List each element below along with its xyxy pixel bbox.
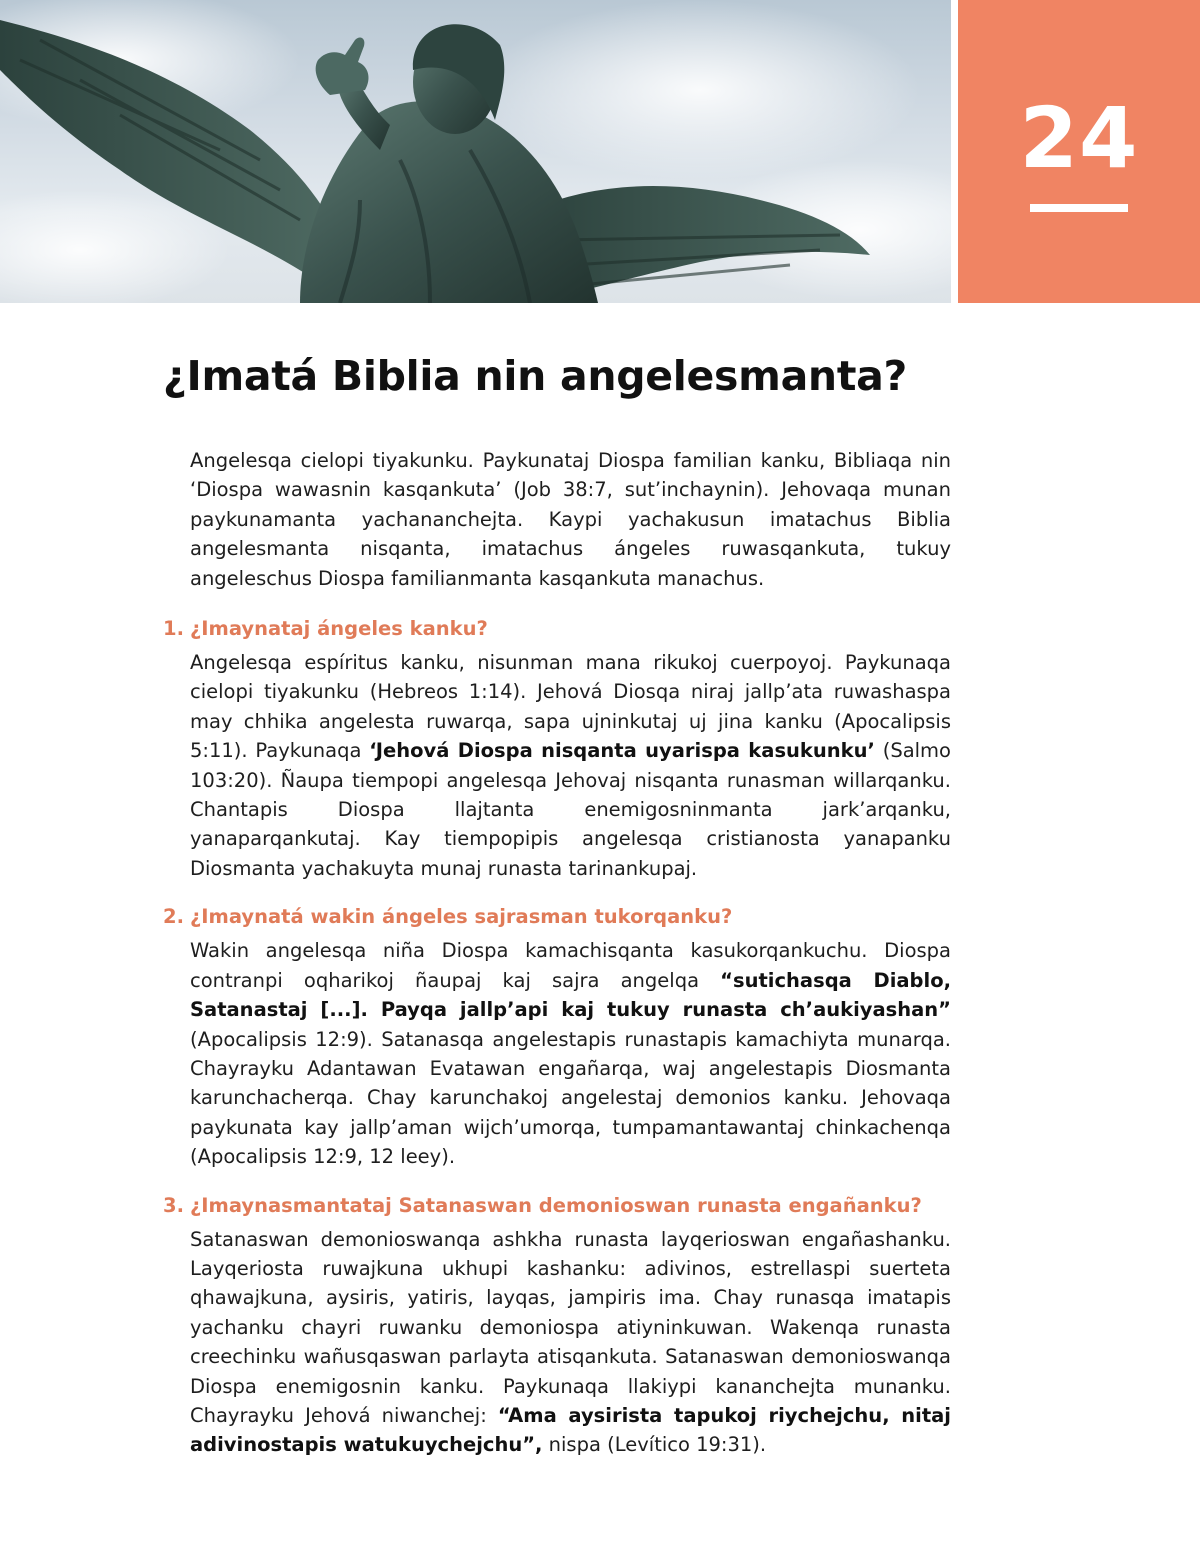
section-3	[163, 1192, 951, 1460]
section-number: 3.	[163, 1193, 184, 1217]
section-body	[190, 1225, 951, 1460]
body-text: nispa (Levítico 19:31).	[542, 1433, 767, 1457]
lesson-content	[163, 446, 951, 1480]
angel-statue-photo	[0, 0, 951, 303]
scripture-quote: ‘Jehová Diospa nisqanta uyarispa kasukunku’	[369, 739, 875, 763]
chapter-underline	[1030, 204, 1128, 212]
body-text: (Apocalipsis 12:9). Satanasqa angelestapis runastapis kamachiyta munarqa. Chayrayku Adantawan Evatawan engañarqa, waj angelestapis Diosmanta karunchacherqa. Chay karunchakoj angelestaj demonios kanku. Jehovaqa paykunata kay jallp’aman wijch’umorqa, tumpamantawantaj chinkachenqa (Apocalipsis 12:9, 12 leey).	[190, 1027, 951, 1169]
section-body	[190, 648, 951, 883]
intro-paragraph: Angelesqa cielopi tiyakunku. Paykunataj Diospa familian kanku, Bibliaqa nin ‘Diospa wawasnin kasqankuta’ (Job 38:7, sut’inchaynin). Jehovaqa munan paykunamanta yachananchejta. Kaypi yachakusun imatachus Biblia angelesmanta nisqanta, imatachus ángeles ruwasqankuta, tukuy angeleschus Diospa familianmanta kasqankuta manachus.	[190, 449, 951, 590]
section-number: 2.	[163, 905, 184, 929]
section-title: ¿Imaynatá wakin ángeles sajrasman tukorqanku?	[189, 905, 733, 929]
angel-statue-illustration	[0, 0, 951, 303]
body-text: Wakin angelesqa niña Diospa kamachisqanta kasukorqankuchu. Diospa contranpi oqharikoj ñaupaj kaj sajra angelqa	[190, 939, 951, 992]
section-heading	[163, 615, 951, 643]
chapter-number: 24	[1019, 89, 1139, 187]
section-1	[163, 615, 951, 883]
body-text: (Salmo 103:20). Ñaupa tiempopi angelesqa Jehovaj nisqanta runasman willarqanku. Chantapis Diospa llajtanta enemigosninmanta jark’arqanku, yanaparqankutaj. Kay tiempopipis angelesqa cristianosta yanapanku Diosmanta yachakuyta munaj runasta tarinankupaj.	[190, 739, 951, 880]
chapter-badge	[958, 0, 1200, 303]
section-title: ¿Imaynataj ángeles kanku?	[189, 617, 488, 641]
body-text: Satanaswan demonioswanqa ashkha runasta layqerioswan engañashanku. Layqeriosta ruwajkuna ukhupi kashanku: adivinos, estrellaspi suerteta qhawajkuna, aysiris, yatiris, layqas, jampiris ima. Chay runasqa imatapis yachanku chayri ruwanku demoniospa atiyninkuwan. Wakenqa runasta creechinku wañusqaswan parlayta atisqankuta. Satanaswan demonioswanqa Diospa enemigosnin kanku. Paykunaqa llakiypi kananchejta munanku. Chayrayku Jehová niwanchej:	[190, 1227, 951, 1427]
section-heading	[163, 1192, 951, 1220]
section-number: 1.	[163, 617, 184, 641]
section-2	[163, 903, 951, 1171]
body-text: Angelesqa espíritus kanku, nisunman mana rikukoj cuerpoyoj. Paykunaqa cielopi tiyakunku (Hebreos 1:14). Jehová Diosqa niraj jallp’ata ruwashaspa may chhika angelesta ruwarqa, sapa ujninkutaj uj jina kanku (Apocalipsis 5:11). Paykunaqa	[190, 651, 951, 763]
scripture-quote: “sutichasqa Diablo, Satanastaj [...]. Payqa jallp’api kaj tukuy runasta ch’aukiyashan”	[190, 968, 951, 1022]
page-title: ¿Imatá Biblia nin angelesmanta?	[163, 352, 907, 400]
section-title: ¿Imaynasmantataj Satanaswan demonioswan runasta engañanku?	[189, 1193, 922, 1217]
scripture-quote: “Ama aysirista tapukoj riychejchu, nitaj adivinostapis watukuychejchu”,	[190, 1403, 951, 1457]
section-body	[190, 936, 951, 1171]
section-heading	[163, 903, 951, 931]
